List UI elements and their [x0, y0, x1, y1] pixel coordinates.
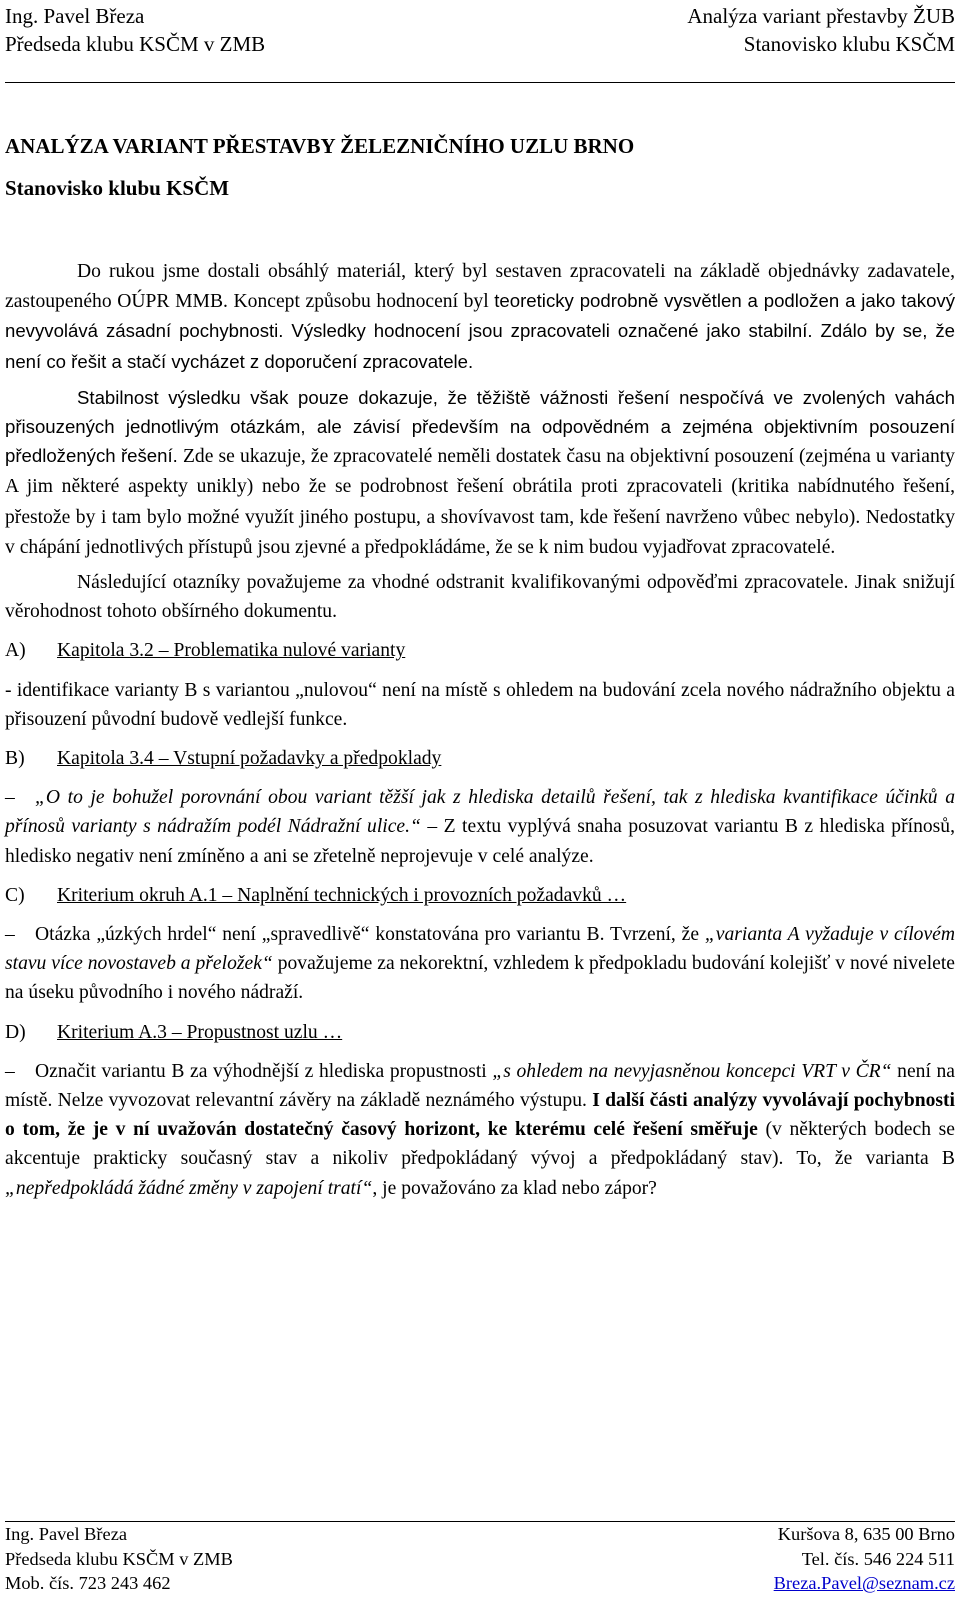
footer-mobile: Mob. čís. 723 243 462: [5, 1573, 171, 1593]
intro-p2-a: Stabilnost výsledku však pouze dokazuje, že těžiště vážnosti řešení nespočívá ve zvolených vahách přisouzených jednotlivým otázkám, ale závisí především na odpovědném a zejména objektivním posouzení předložených řešení.: [5, 386, 955, 467]
document-title: ANALÝZA VARIANT PŘESTAVBY ŽELEZNIČNÍHO UZLU BRNO: [5, 134, 635, 158]
section-b: [5, 744, 955, 871]
header-doc-title: Analýza variant přestavby ŽUB: [687, 4, 955, 28]
section-c-text: [5, 920, 955, 1008]
header-doc-subtitle: Stanovisko klubu KSČM: [743, 32, 955, 56]
header-divider: [5, 82, 955, 83]
header-author-role: Předseda klubu KSČM v ZMB: [5, 32, 266, 56]
section-c-body-b: považujeme za nekorektní, vzhledem k předpokladu budování kolejišť v nové nivelete na úseku původního i nového nádraží.: [5, 953, 956, 1004]
document-body: [5, 257, 955, 1203]
section-c-letter: C): [5, 884, 25, 906]
intro-paragraph-1: [5, 257, 955, 377]
section-d-bold: I další části analýzy vyvolávají pochybnosti o tom, že je v ní uvažován dostatečný časový horizont, ke kterému celé řešení směřuje: [5, 1090, 956, 1141]
section-d-quote-2: „nepředpokládá žádné změny v zapojení tratí“: [5, 1177, 373, 1199]
footer-name: Ing. Pavel Březa: [5, 1524, 128, 1544]
section-d: [5, 1018, 955, 1203]
section-b-text: [5, 783, 955, 871]
section-d-body-c: (v některých bodech se akcentuje prakticky současný stav a nikoliv předpokládaný vývoj a předpokládaný stav). To, že varianta B: [5, 1119, 955, 1170]
section-a: [5, 636, 955, 734]
footer-role: Předseda klubu KSČM v ZMB: [5, 1548, 233, 1569]
section-b-letter: B): [5, 748, 25, 770]
section-d-body-a: Označit variantu B za výhodnější z hlediska propustnosti: [35, 1060, 493, 1082]
header-left: [5, 2, 265, 58]
section-b-caption: Kapitola 3.4 – Vstupní požadavky a předpoklady: [57, 748, 442, 770]
section-d-body-d: , je považováno za klad nebo zápor?: [372, 1177, 657, 1199]
header-right: [687, 2, 955, 58]
section-b-dash: –: [5, 787, 15, 809]
intro-p1-sans: teoreticky podrobně vysvětlen a podložen a jako takový nevyvolává zásadní pochybnosti. Výsledky hodnocení jsou zpracovateli označené jako stabilní. Zdálo by se, že není co řešit a stačí vycházet z doporučení zpracovatele.: [5, 290, 955, 372]
intro-p1-serif: Do rukou jsme dostali obsáhlý materiál, který byl sestaven zpracovateli na základě objednávky zadavatele, zastoupeného OÚPR MMB. Koncept způsobu hodnocení byl: [5, 261, 955, 313]
intro-paragraph-3: Následující otazníky považujeme za vhodné odstranit kvalifikovanými odpověďmi zpracovatele. Jinak snižují věrohodnost tohoto obšírného dokumentu.: [5, 572, 955, 623]
header-author-name: Ing. Pavel Březa: [5, 4, 145, 28]
section-b-body: – Z textu vyplývá snaha posuzovat variantu B z hlediska přínosů, hledisko negativ není zmíněno a ani se zřetelně neprojevuje v celé analýze.: [5, 816, 955, 867]
section-a-caption: Kapitola 3.2 – Problematika nulové varianty: [57, 640, 406, 662]
section-d-text: [5, 1057, 955, 1203]
intro-p2-b: Zde se ukazuje, že zpracovatelé neměli dostatek času na objektivní posouzení (zejména u varianty A jim některé aspekty unikly) nebo že se podrobnost řešení obrátila proti zpracovateli (kritika nabídnutého řešení, přestože by i tam bylo možné využít jiného postupu, a shovívavost tam, kde řešení navrženo vůbec nebylo). Nedostatky v chápání jednotlivých přístupů jsou zjevné a předpokládáme, že se k nim budou vyjadřovat zpracovatelé.: [5, 446, 955, 558]
footer-left: [5, 1522, 233, 1596]
intro-paragraph-2: [5, 383, 955, 562]
footer-right: [774, 1522, 955, 1596]
section-c-caption: Kriterium okruh A.1 – Naplnění technických i provozních požadavků …: [57, 884, 627, 906]
footer-phone: Tel. čís. 546 224 511: [801, 1548, 955, 1569]
section-d-body-b: není na místě. Nelze vyvozovat relevantní závěry na základě neznámého výstupu.: [5, 1060, 956, 1112]
section-a-text: - identifikace varianty B s variantou „nulovou“ není na místě s ohledem na budování zcela nového nádražního objektu a přisouzení původní budově vedlejší funkce.: [5, 679, 955, 730]
section-d-letter: D): [5, 1021, 26, 1043]
document-subtitle: Stanovisko klubu KSČM: [5, 176, 230, 200]
section-a-letter: A): [5, 640, 26, 662]
section-d-quote: „s ohledem na nevyjasněnou koncepci VRT v ČR“: [492, 1060, 892, 1082]
section-c-quote: „varianta A vyžaduje v cílovém stavu více novostaveb a přeložek“: [5, 924, 955, 975]
section-c-dash: –: [5, 924, 15, 946]
section-d-caption: Kriterium A.3 – Propustnost uzlu …: [57, 1021, 343, 1043]
section-c: [5, 881, 955, 1008]
section-b-quote: „O to je bohužel porovnání obou variant těžší jak z hlediska detailů řešení, tak z hlediska kvantifikace účinků a přínosů varianty s nádražím podél Nádražní ulice.“: [5, 787, 955, 838]
footer-email-link[interactable]: Breza.Pavel@seznam.cz: [773, 1573, 955, 1593]
footer-address: Kuršova 8, 635 00 Brno: [777, 1524, 955, 1544]
section-d-dash: –: [5, 1060, 15, 1082]
section-c-body-a: Otázka „úzkých hrdel“ není „spravedlivě“ konstatována pro variantu B. Tvrzení, že: [35, 924, 705, 946]
